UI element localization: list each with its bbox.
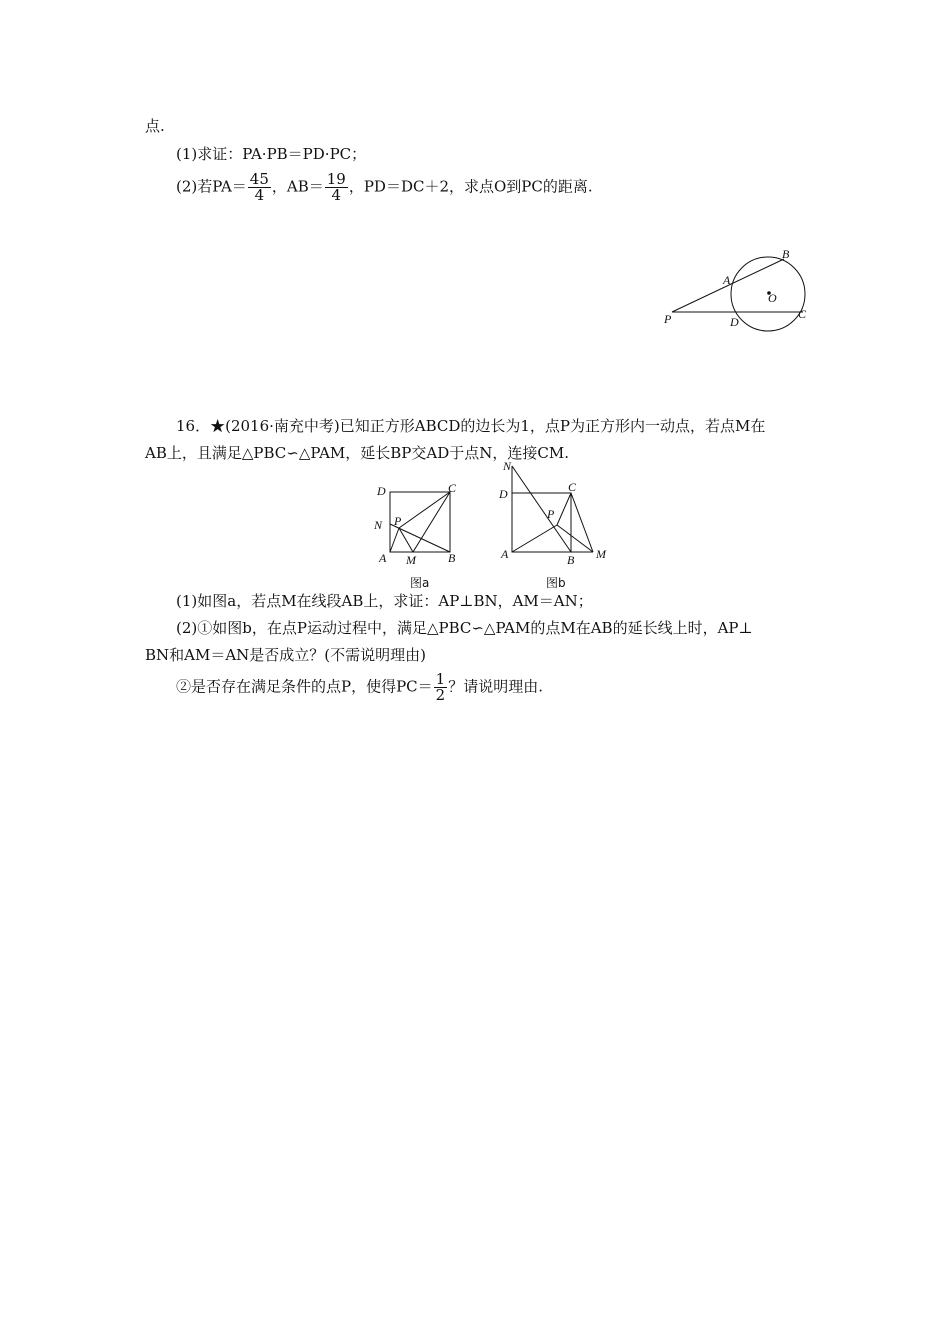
label-d: D xyxy=(730,315,739,329)
segment-pc xyxy=(399,492,450,528)
segment-ap xyxy=(390,528,399,552)
q15-circle-figure xyxy=(660,240,820,340)
label-b: B xyxy=(782,247,790,261)
label-p: P xyxy=(547,507,555,521)
fig-b-caption: 图b xyxy=(546,576,566,590)
q15-part2 xyxy=(176,172,593,203)
label-o: O xyxy=(768,291,777,305)
label-n: N xyxy=(503,459,512,473)
segment-ap xyxy=(512,525,557,552)
q16-part3-text-a: ②是否存在满足条件的点P，使得PC＝ xyxy=(176,677,433,696)
label-b: B xyxy=(567,553,575,567)
label-a: A xyxy=(379,551,387,565)
label-p: P xyxy=(664,312,672,326)
q16-part2-line1: (2)①如图b，在点P运动过程中，满足△PBC∽△PAM的点M在AB的延长线上时，AP⊥ xyxy=(176,619,753,637)
label-n: N xyxy=(374,518,383,532)
label-b: B xyxy=(448,551,456,565)
q15-part1: (1)求证：PA·PB＝PD·PC； xyxy=(176,145,367,163)
segment-bn xyxy=(512,466,571,552)
q15-part2-text-a: (2)若PA＝ xyxy=(176,177,247,196)
square-abcd-b xyxy=(512,493,571,552)
q15-part2-text-c: ，PD＝DC＋2，求点O到PC的距离. xyxy=(348,177,593,196)
label-m: M xyxy=(596,547,606,561)
label-d: D xyxy=(499,487,508,501)
q16-line2: AB上，且满足△PBC∽△PAM，延长BP交AD于点N，连接CM. xyxy=(145,444,569,462)
fraction-19-4: $\frac{19}{4}$ xyxy=(326,170,346,204)
q15-part2-text-b: ，AB＝ xyxy=(271,177,324,196)
q16-part3 xyxy=(176,672,543,703)
label-a: A xyxy=(501,547,509,561)
segment-pc xyxy=(557,493,571,525)
fraction-1-2: $\frac{1}{2}$ xyxy=(435,670,446,704)
label-d: D xyxy=(377,484,386,498)
label-c: C xyxy=(568,480,577,494)
label-c: C xyxy=(798,307,807,321)
label-p: P xyxy=(394,514,402,528)
q16-part1: (1)如图a，若点M在线段AB上，求证：AP⊥BN，AM＝AN； xyxy=(176,592,593,610)
label-c: C xyxy=(448,481,457,495)
q16-figure-a xyxy=(370,478,470,570)
fraction-45-4: $\frac{45}{4}$ xyxy=(249,170,269,204)
q16-part3-text-b: ？请说明理由. xyxy=(448,677,543,696)
fig-a-caption: 图a xyxy=(410,576,430,590)
q16-line1: 16．★(2016·南充中考)已知正方形ABCD的边长为1，点P为正方形内一动点，若点M在 xyxy=(176,417,766,435)
label-a: A xyxy=(723,273,731,287)
q16-part2-line2: BN和AM＝AN是否成立？(不需说明理由) xyxy=(145,646,427,664)
q15-lead: 点. xyxy=(145,117,165,135)
q16-figure-b xyxy=(495,458,615,570)
label-m: M xyxy=(406,553,416,567)
